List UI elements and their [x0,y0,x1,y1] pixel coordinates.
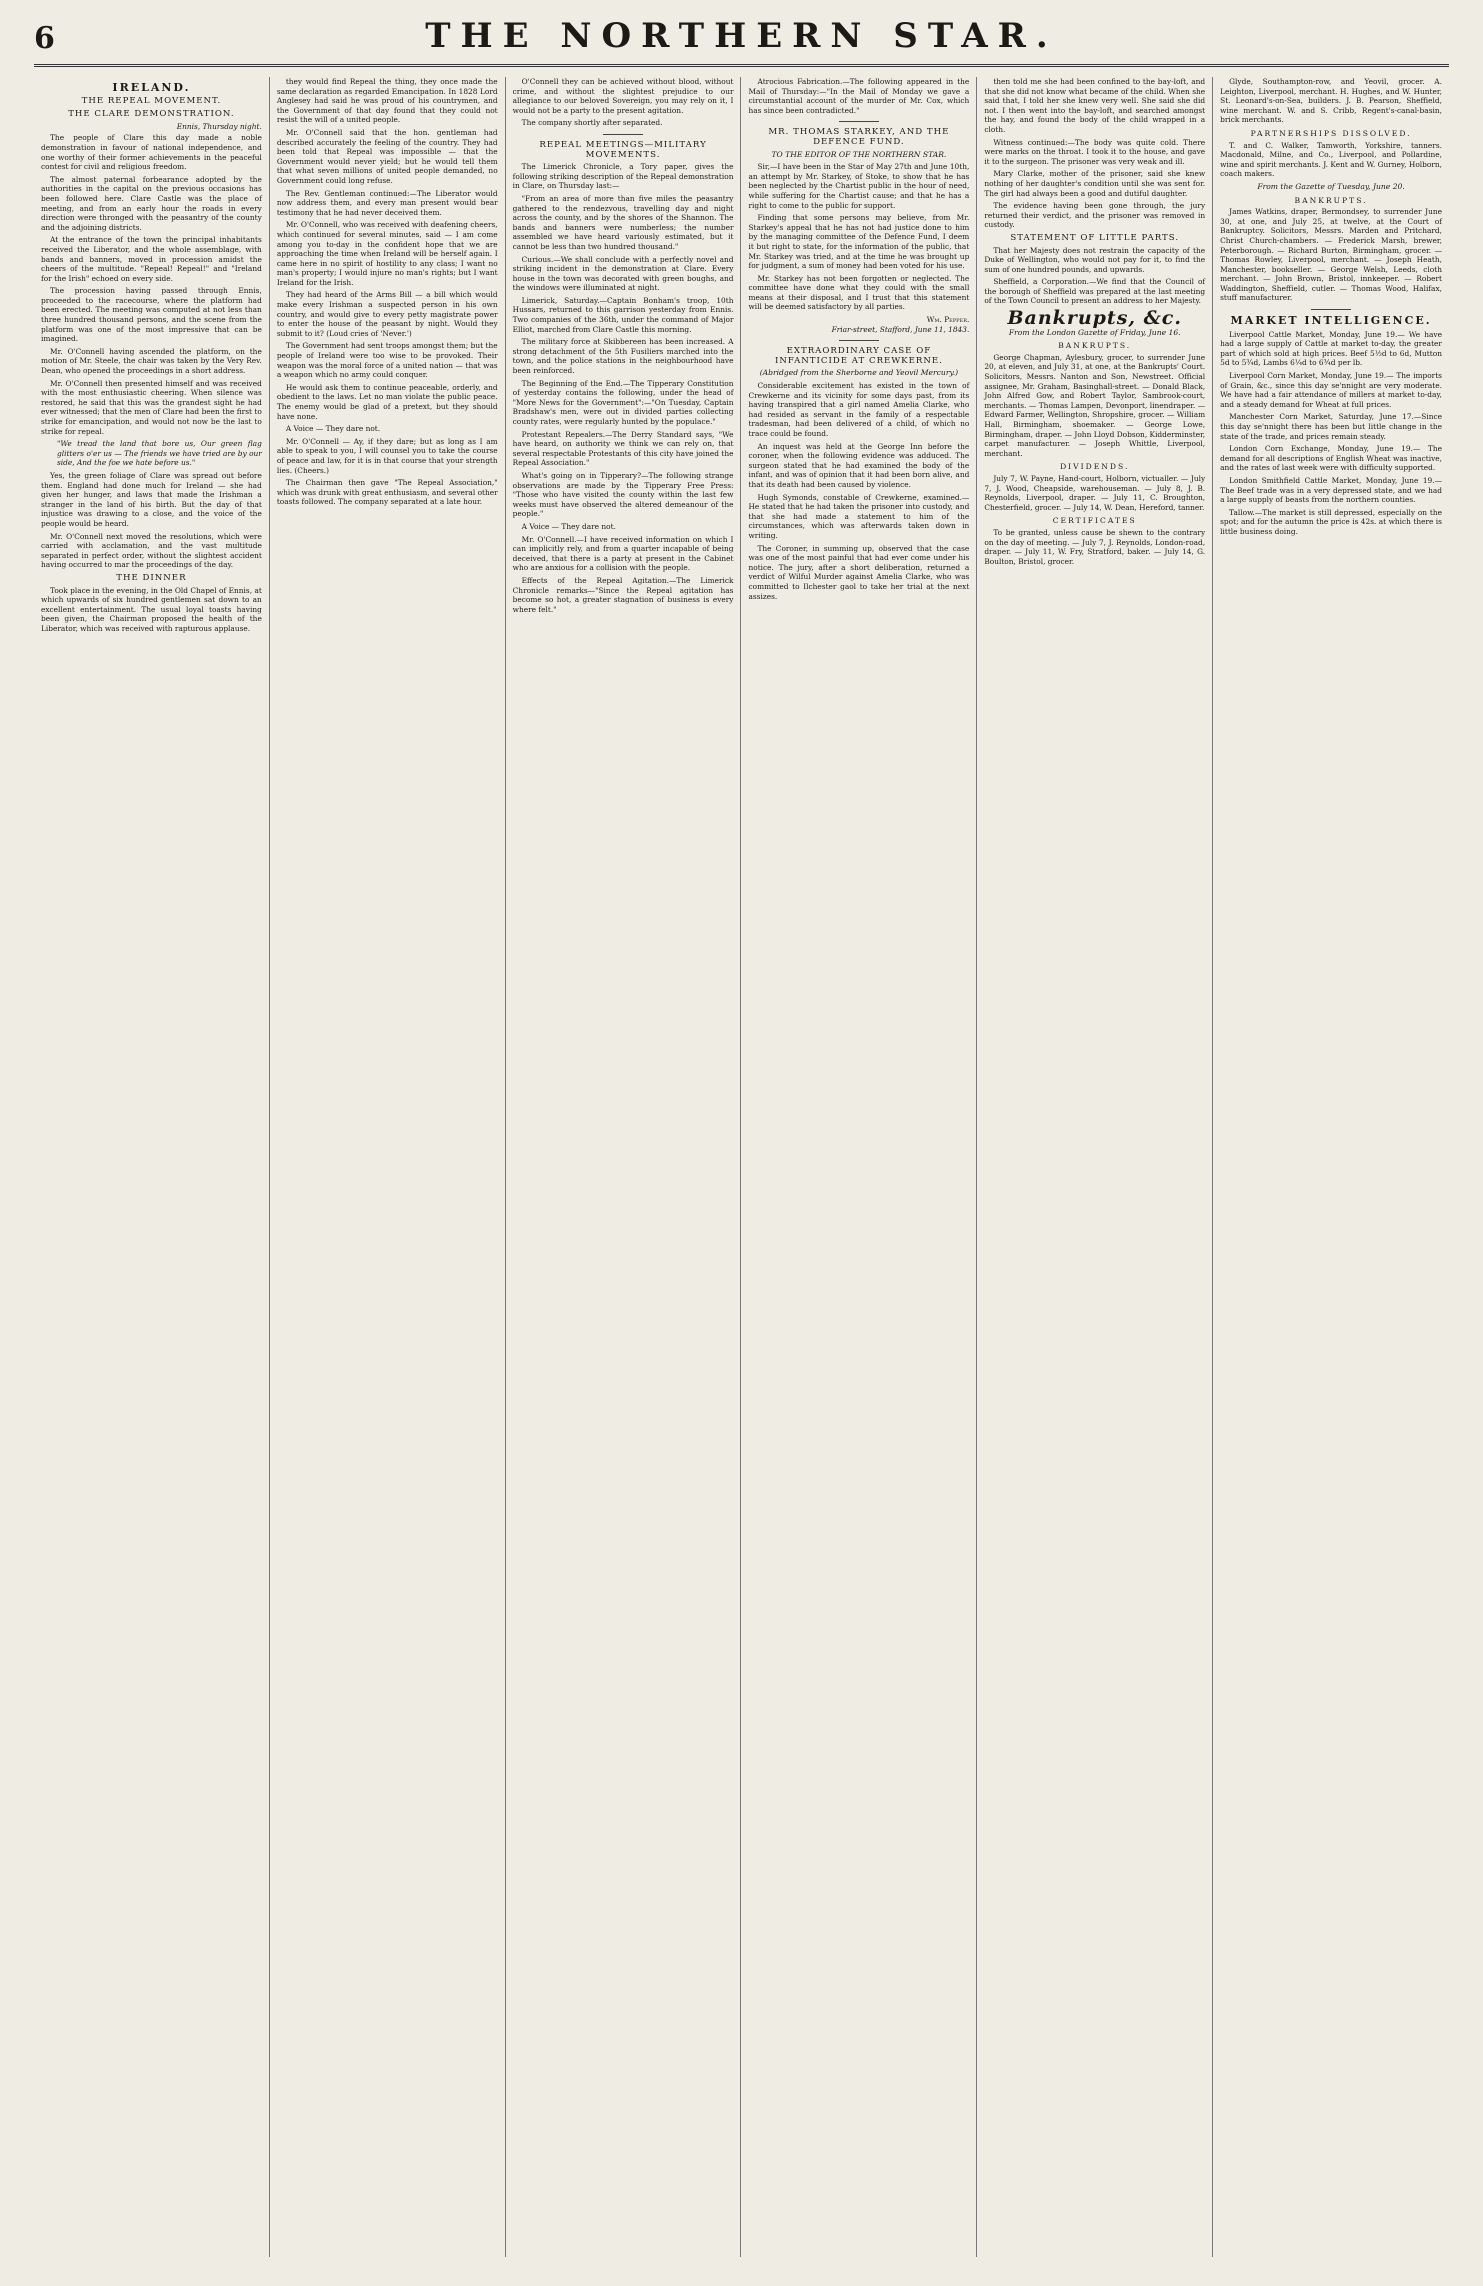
dividends-list: July 7, W. Payne, Hand-court, Holborn, victualler. — July 7, J. Wood, Cheapside, warehouseman. — July 8, J. B. Reynolds, Liverpool, draper. — July 11, C. Broughton, Chesterfield, grocer. — July 14, W. Dean, Hereford, tanner. [984,473,1206,512]
paragraph: At the entrance of the town the principal inhabitants received the Liberator, and the whole assemblage, with bands and banners, moved in procession amidst the cheers of the multitude. "Repeal! Repeal!" and "Ireland for the Irish" echoed on every side. [41,235,262,283]
paragraph: Mr. Starkey has not been forgotten or neglected. The committee have done what they could with the small means at their disposal, and I trust that this statement will be deemed satisfactory by all parties. [748,273,970,312]
paragraph: Limerick, Saturday.—Captain Bonham's troop, 10th Hussars, returned to this garrison yesterday from Ennis. Two companies of the 36th, under the command of Major Elliot, marched from Clare Castle this morning. [512,295,734,334]
paragraph: The Limerick Chronicle, a Tory paper, gives the following striking description of the Repeal demonstration in Clare, on Thursday last:— [512,162,734,191]
dateline: Ennis, Thursday night. [176,121,262,131]
paragraph: That her Majesty does not restrain the capacity of the Duke of Wellington, who would not pay for it, to find the sum of one hundred pounds, and upwards. [984,245,1206,274]
paragraph: "From an area of more than five miles the peasantry gathered to the rendezvous, travelling day and night across the county, and by the shores of the Shannon. The bands and banners were numberless; the number assembled we have heard variously estimated, but it cannot be less than two hundred thousand." [512,193,734,251]
page-number: 6 [34,21,55,56]
divider [839,340,879,341]
paragraph: Atrocious Fabrication.—The following appeared in the Mail of Thursday:—"In the Mail of Monday we gave a circumstantial account of the murder of Mr. Cox, which has since been contradicted." [748,77,970,115]
paragraph: The evidence having been gone through, the jury returned their verdict, and the prisoner was removed in custody. [984,201,1206,230]
paragraph: Witness continued:—The body was quite cold. There were marks on the throat. I took it to the house, and gave it to the surgeon. The prisoner was very weak and ill. [984,137,1206,166]
paragraph: The procession having passed through Ennis, proceeded to the racecourse, where the platform had been erected. The meeting was computed at not less than three hundred thousand persons, and the scene from the platform was one of the most impressive that can be imagined. [41,286,262,344]
columns [34,77,1449,2257]
bankrupts-list-2: James Watkins, draper, Bermondsey, to surrender June 30, at one, and July 25, at twelve, at the Court of Bankruptcy. Solicitors, Messrs. Marden and Pritchard, Christ Church-chambers. — Frederick Marsh, brewer, Peterborough. — Richard Burton, Birmingham, grocer. — Thomas Rowley, Liverpool, merchant. — Joseph Heath, Manchester, bookseller. — George Welsh, Leeds, cloth merchant. — John Brown, Bristol, innkeeper. — Robert Waddington, Sheffield, cutler. — Thomas Wood, Halifax, stuff manufacturer. [1220,207,1442,303]
paragraph: The Rev. Gentleman continued:—The Liberator would now address them, and every man present would bear testimony that he had never deceived them. [276,188,498,217]
divider [603,134,643,135]
paragraph: Curious.—We shall conclude with a perfectly novel and striking incident in the demonstration at Clare. Every house in the town was decorated with green boughs, and the windows were illuminated at night. [512,254,734,293]
paragraph: Mr. O'Connell next moved the resolutions, which were carried with acclamation, and the vast multitude separated in perfect order, without the slightest accident having occurred to mar the proceedings of the day. [41,531,262,570]
paragraph: The almost paternal forbearance adopted by the authorities in the capital on the previous occasions has been followed here. Clare Castle was the place of meeting, and from an early hour the roads in every direction were thronged with the peasantry of the county and the adjoining districts. [41,174,262,232]
paragraph: Considerable excitement has existed in the town of Crewkerne and its vicinity for some days past, from its having transpired that a girl named Amelia Clarke, who had resided as servant in the family of a respectable tradesman, had been delivered of a child, of which no trace could be found. [748,381,970,438]
article-subtitle-clare: THE CLARE DEMONSTRATION. [68,109,235,120]
paragraph: Finding that some persons may believe, from Mr. Starkey's appeal that he has not had justice done to him by the managing committee of the Defence Fund, I deem it but right to state, for the information of the public, that Mr. Starkey was tried, and at the time he was brought up for judgment, a sum of money had been voted for his use. [748,213,970,271]
paragraph: Mr. O'Connell — Ay, if they dare; but as long as I am able to speak to you, I will counsel you to take the course of peace and law, for it is in that course that your strength lies. (Cheers.) [276,436,498,475]
paragraph: Took place in the evening, in the Old Chapel of Ennis, at which upwards of six hundred gentlemen sat down to an excellent entertainment. The usual loyal toasts having been given, the Chairman proposed the health of the Liberator, which was received with rapturous applause. [41,585,262,633]
paragraph: Yes, the green foliage of Clare was spread out before them. England had done much for Ireland — she had given her hunger, and laws that made the Irishman a stranger in the land of his birth. But the day of that injustice was drawing to a close, and the voice of the people would be heard. [41,470,262,528]
paragraph: A Voice — They dare not. [521,521,616,531]
paragraph: The company shortly after separated. [521,118,663,128]
newspaper-title: THE NORTHERN STAR. [425,16,1058,56]
market-report: London Corn Exchange, Monday, June 19.— The demand for all descriptions of English Wheat was inactive, and the rates of last week were with difficulty supported. [1220,444,1442,473]
market-report: Manchester Corn Market, Saturday, June 17.—Since this day se'nnight there has been but little change in the state of the trade, and prices remain steady. [1220,412,1442,441]
paragraph: they would find Repeal the thing, they once made the same declaration as regarded Emancipation. In 1828 Lord Anglesey had said he was proud of his countrymen, and the Government of that day found that they could not resist the will of a united people. [276,77,498,125]
list-heading-certificates: CERTIFICATES [1052,516,1137,526]
paragraph: Mr. O'Connell.—I have received information on which I can implicitly rely, and from a quarter incapable of being deceived, that there is a party at present in the Cabinet who are anxious for a collision with the people. [512,534,734,573]
gazette-source: From the London Gazette of Friday, June 16. [1008,327,1181,337]
paragraph: A Voice — They dare not. [285,424,381,434]
paragraph: He would ask them to continue peaceable, orderly, and obedient to the laws. Let no man violate the public peace. The enemy would be glad of a pretext, but they should have none. [276,382,498,421]
paragraph: Glyde, Southampton-row, and Yeovil, grocer. A. Leighton, Liverpool, merchant. H. Hughes, and W. Hunter, St. Leonard's-on-Sea, builders. J. B. Pearson, Sheffield, wine merchant. W. and S. Cribb, Regent's-canal-basin, brick merchants. [1220,77,1442,125]
market-report: London Smithfield Cattle Market, Monday, June 19.—The Beef trade was in a very depressed state, and we had a large supply of beasts from the northern counties. [1220,475,1442,505]
gazette-source: From the Gazette of Tuesday, June 20. [1257,181,1405,191]
market-report: Liverpool Corn Market, Monday, June 19.— The imports of Grain, &c., since this day se'nnight are very moderate. We have had a fair attendance of millers at market to-day, and a steady demand for Wheat at full prices. [1220,371,1442,409]
paragraph: Mr. O'Connell having ascended the platform, on the motion of Mr. Steele, the chair was taken by the Very Rev. Dean, who opened the proceedings in a short address. [41,346,262,376]
masthead-rule [34,64,1449,67]
paragraph: The Government had sent troops amongst them; but the people of Ireland were too wise to be provoked. Their weapon was the moral force of a united nation — that was a weapon which no army could conquer. [276,341,498,380]
paragraph: Mr. O'Connell then presented himself and was received with the most enthusiastic cheering. When silence was restored, he said that this was the grandest sight he had ever witnessed; that the men of Clare had been the first to strike for emancipation, and would not now be the last to strike for repeal. [41,378,262,436]
paragraph: Protestant Repealers.—The Derry Standard says, "We have heard, on authority we think we can rely on, that several respectable Protestants of this city have joined the Repeal Association." [512,429,734,468]
market-report: Liverpool Cattle Market, Monday, June 19.— We have had a large supply of Cattle at market to-day, the greater part of which sold at high prices. Beef 5½d to 6d, Mutton 5d to 5¾d, Lambs 6¼d to 6¾d per lb. [1220,329,1442,368]
column-2 [270,77,506,2257]
divider [1311,309,1351,310]
column-6 [1213,77,1449,2257]
column-5 [977,77,1213,2257]
list-heading-bankrupts: BANKRUPTS. [1058,341,1132,351]
list-heading-partnerships: PARTNERSHIPS DISSOLVED. [1250,128,1412,138]
paragraph: The Chairman then gave "The Repeal Association," which was drunk with great enthusiasm, and several other toasts followed. The company separated at a late hour. [276,478,498,507]
letter-date: Friar-street, Stafford, June 11, 1843. [831,324,970,334]
paragraph: The people of Clare this day made a noble demonstration in favour of national independence, and one worthy of their former achievements in the peaceful contest for civil and religious freedom. [41,133,262,172]
paragraph: Hugh Symonds, constable of Crewkerne, examined.—He stated that he had taken the prisoner into custody, and that she had made a statement to him of the circumstances, which was afterwards taken down in writing. [748,492,970,540]
certificates-list: To be granted, unless cause be shewn to the contrary on the day of meeting. — July 7, J. Reynolds, London-road, draper. — July 11, W. Fry, Stratford, baker. — July 14, G. Boulton, Bristol, grocer. [984,527,1206,566]
article-title-infanticide: EXTRAORDINARY CASE OF INFANTICIDE AT CREWKERNE. [774,346,943,366]
paragraph: Mary Clarke, mother of the prisoner, said she knew nothing of her daughter's condition until she was sent for. The girl had always been a good and dutiful daughter. [984,169,1206,198]
paragraph: O'Connell they can be achieved without blood, without crime, and without the slightest prejudice to our allegiance to our beloved Sovereign, you may rely on it, I would not be a party to the present agitation. [512,77,734,115]
paragraph: then told me she had been confined to the bay-loft, and that she did not know what became of the child. When she said that, I told her she knew very well. She said she did not. I then went into the bay-loft, and searched amongst the hay, and found the body of the child wrapped in a cloth. [984,77,1206,134]
article-title-statement: STATEMENT OF LITTLE PARTS. [1010,232,1180,243]
market-intelligence-heading: MARKET INTELLIGENCE. [1230,314,1432,328]
bankrupts-banner: Bankrupts, &c. [1007,307,1182,330]
paragraph: The Beginning of the End.—The Tipperary Constitution of yesterday contains the following, under the head of "More News for the Government":—"On Tuesday, Captain Bradshaw's men, were out in divided parties collecting county rates, were regularly hunted by the populace." [512,378,734,426]
bankrupts-list: George Chapman, Aylesbury, grocer, to surrender June 20, at eleven, and July 31, at one, at the Bankrupts' Court. Solicitors, Messrs. Nanton and Son, Newstreet. Official assignee, Mr. Graham, Basinghall-street. — Donald Black, John Alfred Gow, and Robert Taylor, Sambrook-court, merchants. — Thomas Lampen, Devonport, linendraper. — Edward Farmer, Wellington, Shropshire, grocer. — William Hall, Birmingham, shoemaker. — George Lowe, Birmingham, draper. — John Lloyd Dobson, Kidderminster, carpet manufacturer. — Joseph Whittle, Liverpool, merchant. [984,352,1206,458]
partnerships-list: T. and C. Walker, Tamworth, Yorkshire, tanners. Macdonald, Milne, and Co., Liverpool, and Pollardine, wine and spirit merchants. J. Kent and W. Gurney, Holborn, coach makers. [1220,140,1442,179]
paragraph: They had heard of the Arms Bill — a bill which would make every Irishman a suspected person in his own country, and would give to every petty magistrate power to enter the house of the peasant by night. Would they submit to it? (Loud cries of 'Never.') [276,290,498,338]
list-heading-dividends: DIVIDENDS. [1060,462,1130,472]
column-1 [34,77,270,2257]
paragraph: Mr. O'Connell said that the hon. gentleman had described accurately the feeling of the country. They had been told that Repeal was impossible — that the Government would never yield; but he would tell them that what seven millions of united people demanded, no Government could long refuse. [276,127,498,185]
article-subtitle-source: (Abridged from the Sherborne and Yeovil Mercury.) [759,368,959,378]
paragraph: Effects of the Repeal Agitation.—The Limerick Chronicle remarks—"Since the Repeal agitation has become so hot, a greater stagnation of business is every where felt." [512,575,734,614]
paragraph: What's going on in Tipperary?—The following strange observations are made by the Tipperary Free Press: "Those who have visited the county within the last few weeks must have observed the altered demeanour of the people." [512,470,734,519]
section-ireland: IRELAND. [112,81,191,94]
article-title-military: REPEAL MEETINGS—MILITARY MOVEMENTS. [539,139,707,160]
letter-signature: Wm. Pepper. [926,315,970,325]
paragraph: Mr. O'Connell, who was received with deafening cheers, which continued for several minutes, said — I am come among you to-day in the confident hope that we are approaching the time when Ireland will be herself again. I came here in no spirit of hostility to any class; I want no man's property; I would injure no man's rights; but I want Ireland for the Irish. [276,220,498,287]
paragraph: The military force at Skibbereen has been increased. A strong detachment of the 5th Fusiliers marched into the town, and the police stations in the neighbourhood have been reinforced. [512,337,734,376]
list-heading-bankrupts-2: BANKRUPTS. [1294,195,1368,205]
paragraph: Sir,—I have been in the Star of May 27th and June 10th, an attempt by Mr. Starkey, of Stoke, to show that he has been neglected by the Chartist public in the hour of need, while suffering for the Chartist cause; and that he has a right to come to the public for support. [748,162,970,210]
article-subtitle-editor: TO THE EDITOR OF THE NORTHERN STAR. [771,149,947,159]
column-3 [506,77,742,2257]
article-title-repeal: THE REPEAL MOVEMENT. [81,95,222,106]
column-4 [741,77,977,2257]
paragraph: An inquest was held at the George Inn before the coroner, when the following evidence was adduced. The surgeon stated that he had examined the body of the infant, and was of opinion that it had been born alive, and that its death had been caused by violence. [748,441,970,489]
paragraph: The Coroner, in summing up, observed that the case was one of the most painful that had ever come under his notice. The jury, after a short deliberation, returned a verdict of Wilful Murder against Amelia Clarke, who was committed to Ilchester gaol to take her trial at the next assizes. [748,543,970,601]
article-title-starkey: MR. THOMAS STARKEY, AND THE DEFENCE FUND. [768,127,950,147]
paragraph: Sheffield, a Corporation.—We find that the Council of the borough of Sheffield was prepared at the last meeting of the Town Council to present an address to her Majesty. [984,277,1206,306]
dinner-heading: THE DINNER [116,572,187,583]
divider [839,121,879,122]
poem-verse: "We tread the land that bore us, Our green flag glitters o'er us — The friends we have tried are by our side, And the foe we hate before us." [57,439,262,468]
market-report: Tallow.—The market is still depressed, especially on the spot; and for the autumn the price is 42s. at which there is little business doing. [1220,507,1442,536]
masthead [34,16,1449,56]
